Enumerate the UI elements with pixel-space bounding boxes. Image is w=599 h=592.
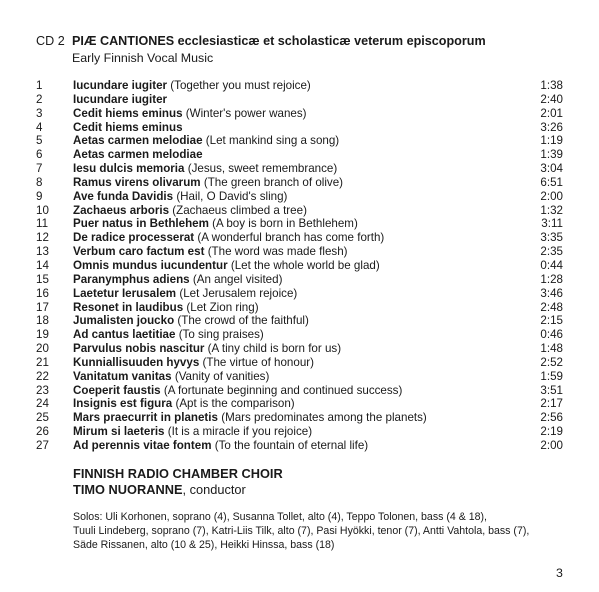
track-duration: 6:51 <box>540 175 563 189</box>
track-translation: (An angel visited) <box>192 272 283 286</box>
conductor-role: , conductor <box>182 482 246 497</box>
track-row <box>36 121 563 135</box>
track-title-cell <box>73 204 513 218</box>
track-translation: (The word was made flesh) <box>207 245 348 259</box>
track-title: Aetas carmen melodiae <box>73 134 203 148</box>
track-translation: (A boy is born in Bethlehem) <box>212 217 358 231</box>
track-title: Verbum caro factum est <box>73 245 205 259</box>
track-number: 16 <box>36 286 49 300</box>
track-translation: (Zachaeus climbed a tree) <box>172 203 307 217</box>
track-row <box>36 204 563 218</box>
track-translation: (Jesus, sweet remembrance) <box>187 162 338 176</box>
track-number: 24 <box>36 397 49 411</box>
track-duration: 1:19 <box>540 134 563 148</box>
album-title: PIÆ CANTIONES ecclesiasticæ et scholasticæ veterum episcoporum <box>72 34 486 48</box>
track-duration: 3:04 <box>540 162 563 176</box>
track-title-cell <box>73 342 513 356</box>
header <box>36 33 576 66</box>
track-row <box>36 190 563 204</box>
track-row <box>36 259 563 273</box>
track-number: 7 <box>36 162 43 176</box>
track-row <box>36 397 563 411</box>
track-translation: (A tiny child is born for us) <box>207 342 342 356</box>
track-row <box>36 134 563 148</box>
track-title: Puer natus in Bethlehem <box>73 217 209 231</box>
track-title-cell <box>73 231 513 245</box>
track-title-cell <box>73 93 513 107</box>
track-duration: 3:26 <box>540 120 563 134</box>
track-duration: 2:00 <box>540 438 563 452</box>
track-row <box>36 217 563 231</box>
track-translation: (To the fountain of eternal life) <box>214 438 369 452</box>
track-row <box>36 273 563 287</box>
solos-line: Solos: Uli Korhonen, soprano (4), Susanna Tollet, alto (4), Teppo Tolonen, bass (4 & 18), <box>73 511 487 523</box>
solos-line: Tuuli Lindeberg, soprano (7), Katri-Liis Tilk, alto (7), Pasi Hyökki, tenor (7), Antti Vahtola, bass (7), <box>73 525 530 537</box>
track-row <box>36 411 563 425</box>
track-row <box>36 328 563 342</box>
track-row <box>36 439 563 453</box>
track-duration: 2:40 <box>540 92 563 106</box>
track-title-cell <box>73 79 513 93</box>
track-number: 19 <box>36 328 49 342</box>
track-title: Mars praecurrit in planetis <box>73 411 218 425</box>
track-title: Vanitatum vanitas <box>73 369 172 383</box>
track-title: Laetetur Ierusalem <box>73 286 177 300</box>
track-title: Ramus virens olivarum <box>73 175 201 189</box>
track-translation: (Let Zion ring) <box>186 300 259 314</box>
track-title: Parvulus nobis nascitur <box>73 342 205 356</box>
track-row <box>36 162 563 176</box>
track-duration: 3:51 <box>540 383 563 397</box>
track-duration: 2:17 <box>540 397 563 411</box>
track-title: Insignis est figura <box>73 397 173 411</box>
track-title: Iucundare iugiter <box>73 92 168 106</box>
track-title-cell <box>73 425 513 439</box>
track-number: 8 <box>36 175 43 189</box>
track-title: Ad perennis vitae fontem <box>73 438 212 452</box>
track-title-cell <box>73 107 513 121</box>
track-translation: (Mars predominates among the planets) <box>221 411 427 425</box>
track-title: Coeperit faustis <box>73 383 161 397</box>
track-row <box>36 384 563 398</box>
track-title: Ad cantus laetitiae <box>73 328 176 342</box>
solos-list <box>73 510 553 552</box>
track-row <box>36 287 563 301</box>
track-number: 20 <box>36 342 49 356</box>
track-translation: (The virtue of honour) <box>202 355 314 369</box>
track-duration: 2:01 <box>540 106 563 120</box>
conductor-line <box>73 482 283 498</box>
track-translation: (Let the whole world be glad) <box>230 258 380 272</box>
track-translation: (A wonderful branch has come forth) <box>197 231 385 245</box>
track-number: 21 <box>36 355 49 369</box>
track-list <box>36 79 563 453</box>
track-title: Resonet in laudibus <box>73 300 184 314</box>
track-duration: 2:15 <box>540 314 563 328</box>
track-translation: (The green branch of olive) <box>203 175 344 189</box>
track-number: 27 <box>36 438 49 452</box>
header-title-line <box>36 33 576 49</box>
track-number: 22 <box>36 369 49 383</box>
track-number: 9 <box>36 189 43 203</box>
track-number: 6 <box>36 148 43 162</box>
track-title-cell <box>73 411 513 425</box>
track-row <box>36 342 563 356</box>
track-title-cell <box>73 287 513 301</box>
track-number: 25 <box>36 411 49 425</box>
track-row <box>36 79 563 93</box>
track-number: 23 <box>36 383 49 397</box>
track-title: Mirum si laeteris <box>73 425 165 439</box>
track-number: 17 <box>36 300 49 314</box>
track-title-cell <box>73 328 513 342</box>
track-title: Iucundare iugiter <box>73 79 168 92</box>
track-number: 5 <box>36 134 43 148</box>
track-title-cell <box>73 176 513 190</box>
track-duration: 2:52 <box>540 355 563 369</box>
track-translation: (Apt is the comparison) <box>175 397 295 411</box>
track-row <box>36 314 563 328</box>
track-duration: 0:44 <box>540 258 563 272</box>
track-title-cell <box>73 439 513 453</box>
track-translation: (Winter's power wanes) <box>185 106 307 120</box>
album-subtitle: Early Finnish Vocal Music <box>72 51 214 65</box>
track-translation: (It is a miracle if you rejoice) <box>167 425 313 439</box>
track-title-cell <box>73 384 513 398</box>
track-row <box>36 148 563 162</box>
track-row <box>36 107 563 121</box>
credits <box>73 466 283 498</box>
track-title: Cedit hiems eminus <box>73 120 183 134</box>
track-title: De radice processerat <box>73 231 195 245</box>
track-duration: 1:28 <box>540 272 563 286</box>
track-translation: (A fortunate beginning and continued success) <box>163 383 403 397</box>
track-title: Paranymphus adiens <box>73 272 190 286</box>
track-duration: 2:48 <box>540 300 563 314</box>
track-duration: 2:00 <box>540 189 563 203</box>
track-translation: (The crowd of the faithful) <box>177 314 309 328</box>
track-title-cell <box>73 370 513 384</box>
track-duration: 2:19 <box>540 425 563 439</box>
track-title: Omnis mundus iucundentur <box>73 258 228 272</box>
track-title: Aetas carmen melodiae <box>73 148 203 162</box>
track-translation: (Let Jerusalem rejoice) <box>179 286 298 300</box>
track-row <box>36 231 563 245</box>
track-number: 10 <box>36 203 49 217</box>
track-title: Iesu dulcis memoria <box>73 162 185 176</box>
track-number: 13 <box>36 245 49 259</box>
track-title-cell <box>73 217 513 231</box>
cd-label: CD 2 <box>36 34 65 48</box>
track-duration: 1:38 <box>540 79 563 92</box>
track-row <box>36 356 563 370</box>
track-title-cell <box>73 397 513 411</box>
track-number: 18 <box>36 314 49 328</box>
track-duration: 3:35 <box>540 231 563 245</box>
track-translation: (Vanity of vanities) <box>174 369 270 383</box>
track-title-cell <box>73 121 513 135</box>
track-title-cell <box>73 273 513 287</box>
track-title-cell <box>73 356 513 370</box>
track-title-cell <box>73 134 513 148</box>
track-title-cell <box>73 162 513 176</box>
track-title: Jumalisten joucko <box>73 314 175 328</box>
track-title-cell <box>73 259 513 273</box>
track-duration: 0:46 <box>540 328 563 342</box>
track-number: 11 <box>36 217 49 231</box>
track-number: 14 <box>36 258 49 272</box>
track-translation: (To sing praises) <box>178 328 264 342</box>
track-duration: 1:48 <box>540 342 563 356</box>
track-title-cell <box>73 245 513 259</box>
track-translation: (Hail, O David's sling) <box>176 189 288 203</box>
track-duration: 1:59 <box>540 369 563 383</box>
track-number: 4 <box>36 120 43 134</box>
track-row <box>36 301 563 315</box>
track-number: 26 <box>36 425 49 439</box>
track-number: 2 <box>36 92 43 106</box>
track-duration: 1:32 <box>540 203 563 217</box>
track-duration: 1:39 <box>540 148 563 162</box>
track-title: Ave funda Davidis <box>73 189 174 203</box>
track-duration: 3:11 <box>541 217 563 231</box>
track-title: Kunniallisuuden hyvys <box>73 355 200 369</box>
track-title-cell <box>73 190 513 204</box>
track-duration: 2:35 <box>540 245 563 259</box>
conductor-name: TIMO NUORANNE <box>73 482 183 497</box>
track-number: 1 <box>36 79 43 92</box>
track-row <box>36 245 563 259</box>
track-row <box>36 176 563 190</box>
track-row <box>36 370 563 384</box>
track-duration: 2:56 <box>540 411 563 425</box>
track-translation: (Let mankind sing a song) <box>205 134 340 148</box>
track-number: 3 <box>36 106 43 120</box>
choir-name: FINNISH RADIO CHAMBER CHOIR <box>73 466 283 481</box>
track-title-cell <box>73 148 513 162</box>
track-number: 15 <box>36 272 49 286</box>
track-duration: 3:46 <box>540 286 563 300</box>
track-number: 12 <box>36 231 49 245</box>
track-title: Zachaeus arboris <box>73 203 170 217</box>
track-title-cell <box>73 314 513 328</box>
track-title: Cedit hiems eminus <box>73 106 183 120</box>
track-title-cell <box>73 301 513 315</box>
track-translation: (Together you must rejoice) <box>170 79 311 92</box>
track-row <box>36 425 563 439</box>
page-number: 3 <box>556 566 563 580</box>
track-row <box>36 93 563 107</box>
solos-line: Säde Rissanen, alto (10 & 25), Heikki Hinssa, bass (18) <box>73 539 335 551</box>
